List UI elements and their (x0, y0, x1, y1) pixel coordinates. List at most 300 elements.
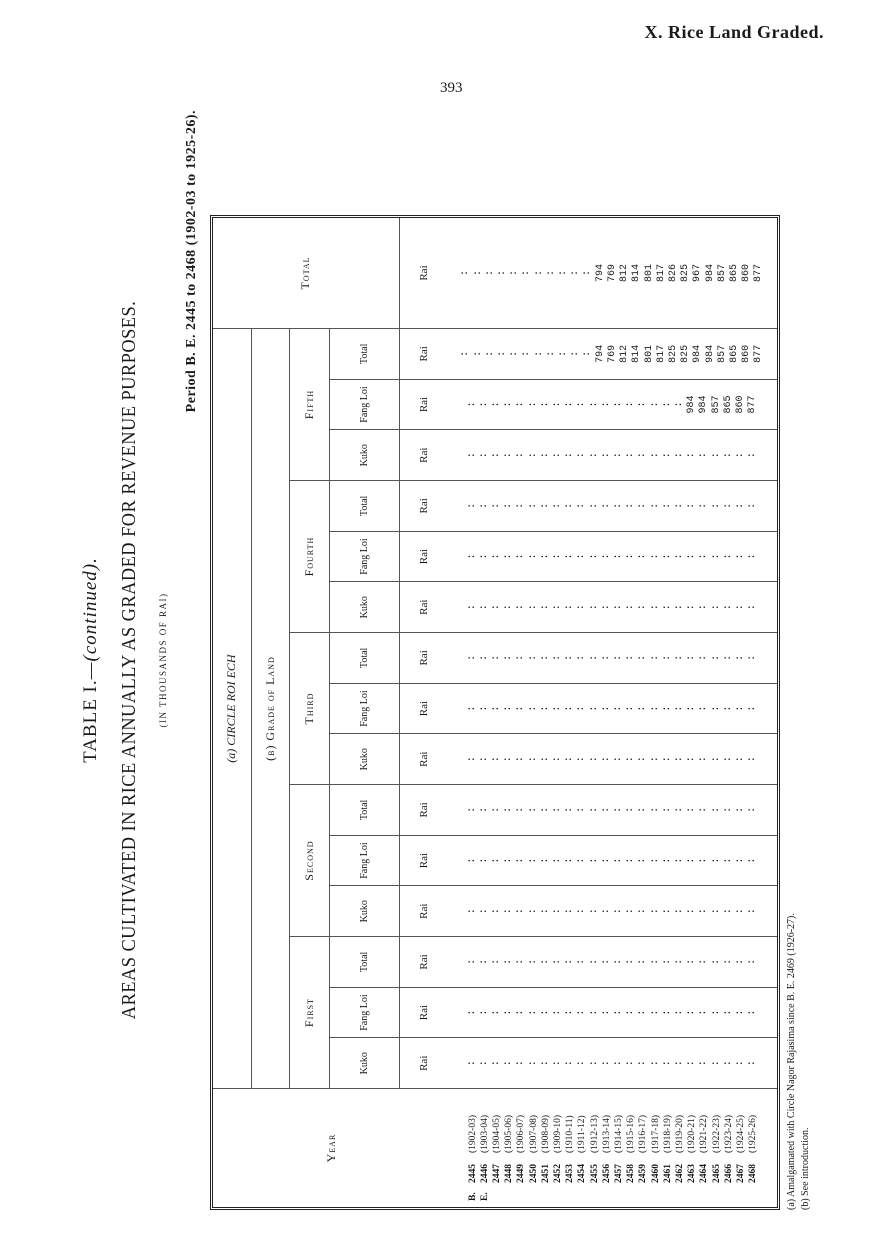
table-cell: : (490, 1009, 502, 1016)
table-cell: : (625, 654, 637, 661)
table-cell: : (564, 604, 576, 611)
table-cell: : (509, 270, 521, 277)
table-cell: 814 (631, 264, 643, 283)
data-column (449, 430, 777, 481)
circle-header: (a) CIRCLE ROI ECH (213, 329, 251, 1089)
gregorian-year: (1916-17) (638, 1115, 649, 1153)
table-cell: : (533, 350, 545, 357)
unit-label-rai: Rai (399, 835, 449, 886)
table-cell: : (551, 908, 563, 915)
table-cell: : (588, 857, 600, 864)
table-cell: : (503, 502, 515, 509)
data-column (449, 734, 777, 785)
table-cell: : (576, 654, 588, 661)
table-cell: : (661, 1009, 673, 1016)
table-cell: : (527, 452, 539, 459)
table-cell: : (698, 958, 710, 965)
table-cell: : (600, 705, 612, 712)
table-cell: 769 (606, 264, 618, 283)
gregorian-year: (1914-15) (614, 1115, 624, 1153)
table-cell: : (625, 908, 637, 915)
table-cell: : (747, 756, 759, 763)
table-cell: : (649, 1060, 661, 1067)
table-cell: : (613, 452, 624, 459)
table-cell: : (649, 857, 661, 864)
table-cell: 826 (667, 264, 679, 283)
table-cell: : (674, 756, 686, 763)
table-cell: 984 (698, 395, 710, 414)
table-cell: : (576, 806, 588, 813)
table-cell: : (747, 1060, 759, 1067)
be-year: 2452 (552, 1164, 563, 1183)
table-cell: : (515, 502, 527, 509)
data-column (449, 379, 777, 430)
table-cell: : (490, 705, 502, 712)
total-header: Total (213, 218, 399, 329)
gregorian-year: (1903-04) (479, 1115, 490, 1153)
table-cell: : (503, 553, 515, 560)
table-cell: : (625, 452, 637, 459)
year-header: Year (323, 1133, 338, 1163)
unit-label-rai: Rai (399, 734, 449, 785)
be-year: 2451 (540, 1164, 551, 1183)
gregorian-year-list (467, 1115, 760, 1153)
table-cell: : (527, 705, 539, 712)
table-cell: 984 (686, 395, 698, 414)
table-cell: 860 (735, 395, 747, 414)
table-cell: : (747, 806, 759, 813)
table-cell: : (637, 1060, 649, 1067)
table-cell: : (735, 705, 747, 712)
table-cell: : (539, 958, 551, 965)
table-cell: : (539, 654, 551, 661)
table-cell: : (539, 1060, 551, 1067)
table-cell: : (735, 1009, 747, 1016)
table-cell: : (710, 553, 722, 560)
table-cell: : (649, 502, 661, 509)
table-cell: : (588, 958, 600, 965)
table-cell: : (674, 857, 686, 864)
table-cell: : (527, 401, 539, 408)
table-cell: : (521, 270, 533, 277)
subcol-fourth-fang-loi: Fang Loi (329, 531, 399, 582)
table-cell: : (570, 270, 582, 277)
table-cell: : (503, 452, 515, 459)
table-cell: : (735, 756, 747, 763)
table-cell: : (722, 1009, 734, 1016)
table-cell: : (478, 654, 490, 661)
table-cell: : (600, 806, 612, 813)
be-year: 2446 (479, 1164, 490, 1183)
table-cell: : (515, 654, 527, 661)
be-year: 2448 (504, 1164, 515, 1183)
table-cell: : (613, 654, 624, 661)
data-column (449, 633, 777, 684)
table-cell: : (478, 604, 490, 611)
table-cell: : (674, 452, 686, 459)
gregorian-year: (1910-11) (565, 1115, 576, 1153)
subcol-fourth-kuko: Kuko (329, 582, 399, 633)
gregorian-year: (1906-07) (516, 1115, 527, 1153)
table-cell: : (637, 705, 649, 712)
table-cell: : (637, 1009, 649, 1016)
gregorian-year: (1908-09) (540, 1115, 551, 1153)
table-cell: : (686, 1060, 698, 1067)
gregorian-year: (1922-23) (711, 1115, 722, 1153)
table-cell: : (613, 958, 624, 965)
table-cell: : (490, 908, 502, 915)
subcol-first-kuko: Kuko (329, 1038, 399, 1089)
rotated-page-content (80, 110, 811, 1210)
table-cell: : (527, 756, 539, 763)
table-cell: 984 (692, 344, 704, 363)
table-cell: : (551, 1009, 563, 1016)
be-year: 2463 (687, 1164, 698, 1183)
table-cell: : (576, 857, 588, 864)
table-cell: : (576, 958, 588, 965)
table-cell: : (735, 553, 747, 560)
be-year: 2458 (626, 1164, 637, 1183)
table-cell: : (490, 1060, 502, 1067)
table-cell: : (497, 270, 509, 277)
table-cell: : (649, 705, 661, 712)
grade-fifth-header: Fifth (289, 329, 329, 481)
table-cell: : (521, 350, 533, 357)
table-cell: : (710, 908, 722, 915)
data-column (449, 531, 777, 582)
table-cell: : (478, 553, 490, 560)
grade-first-header: First (289, 937, 329, 1089)
table-cell: : (576, 756, 588, 763)
table-cell: : (674, 502, 686, 509)
table-cell: : (545, 270, 557, 277)
table-cell: : (576, 401, 588, 408)
be-year: 2466 (723, 1164, 734, 1183)
gregorian-year: (1907-08) (528, 1115, 539, 1153)
table-cell: : (625, 604, 637, 611)
grade-fourth-header: Fourth (289, 481, 329, 633)
table-cell: : (490, 553, 502, 560)
table-cell: : (503, 908, 515, 915)
table-cell: : (625, 553, 637, 560)
table-cell: : (478, 806, 490, 813)
table-cell: : (637, 958, 649, 965)
table-cell: : (539, 857, 551, 864)
running-header: X. Rice Land Graded. (644, 22, 824, 42)
table-cell: : (674, 604, 686, 611)
table-cell: : (588, 401, 600, 408)
table-cell: : (539, 452, 551, 459)
table-cell: : (735, 604, 747, 611)
data-column (449, 1038, 777, 1089)
subcol-third-total: Total (329, 633, 399, 684)
table-cell: : (564, 857, 576, 864)
be-year: 2450 (528, 1164, 539, 1183)
table-cell: : (588, 604, 600, 611)
be-year: 2465 (711, 1164, 722, 1183)
table-cell: : (515, 756, 527, 763)
table-cell: : (551, 654, 563, 661)
table-cell: : (747, 452, 759, 459)
table-cell: : (698, 705, 710, 712)
table-cell: : (539, 502, 551, 509)
be-year: 2456 (601, 1164, 612, 1183)
footnote-a: (a) Amalgamated with Circle Nagor Rajasima since B. E. 2469 (1926-27). (786, 913, 797, 1210)
table-cell: : (613, 806, 624, 813)
table-cell: : (613, 857, 624, 864)
gregorian-year: (1919-20) (675, 1115, 686, 1153)
table-cell: : (698, 604, 710, 611)
table-cell: : (661, 502, 673, 509)
table-cell: : (515, 857, 527, 864)
data-column (449, 218, 777, 329)
table-cell: : (588, 756, 600, 763)
unit-label-rai: Rai (399, 430, 449, 481)
table-cell: : (686, 857, 698, 864)
table-cell: : (515, 705, 527, 712)
table-cell: : (674, 654, 686, 661)
table-cell: : (674, 958, 686, 965)
table-cell: : (478, 401, 490, 408)
table-number-suffix: —(continued). (80, 557, 101, 680)
subcol-second-total: Total (329, 785, 399, 836)
table-cell: 865 (722, 395, 734, 414)
grade-header: (b) Grade of Land (251, 329, 289, 1089)
table-cell: : (698, 452, 710, 459)
be-label: B. E. (467, 1192, 490, 1201)
table-cell: : (722, 806, 734, 813)
table-cell: : (551, 1060, 563, 1067)
gregorian-year: (1924-25) (736, 1115, 747, 1153)
table-cell: : (460, 350, 472, 357)
table-cell: : (466, 654, 478, 661)
table-cell: : (588, 452, 600, 459)
table-cell: : (625, 857, 637, 864)
subcol-fourth-total: Total (329, 481, 399, 532)
be-year: 2454 (577, 1164, 588, 1183)
footnote-b: (b) See introduction. (800, 1127, 811, 1210)
table-cell: : (698, 908, 710, 915)
table-cell: : (600, 401, 612, 408)
units-note: (IN THOUSANDS OF RAI) (158, 592, 168, 728)
table-cell: : (551, 452, 563, 459)
subcol-fifth-total: Total (329, 329, 399, 380)
unit-label-rai: Rai (399, 1038, 449, 1089)
table-cell: : (649, 452, 661, 459)
table-cell: : (576, 502, 588, 509)
grade-second-header: Second (289, 785, 329, 937)
table-cell: 769 (606, 344, 618, 363)
table-cell: : (698, 654, 710, 661)
table-cell: : (490, 857, 502, 864)
table-cell: : (588, 1009, 600, 1016)
unit-label-rai: Rai (399, 329, 449, 380)
table-cell: : (661, 654, 673, 661)
table-cell: : (600, 1009, 612, 1016)
footnotes (785, 913, 813, 1210)
table-number (80, 110, 102, 1210)
table-cell: : (600, 756, 612, 763)
table-cell: 817 (655, 264, 667, 283)
table-cell: : (600, 604, 612, 611)
table-cell: : (613, 908, 624, 915)
gregorian-year: (1915-16) (626, 1115, 637, 1153)
be-year: 2467 (736, 1164, 747, 1183)
table-cell: : (698, 806, 710, 813)
table-cell: : (478, 1060, 490, 1067)
table-cell: : (722, 1060, 734, 1067)
table-cell: 877 (753, 344, 765, 363)
table-title: AREAS CULTIVATED IN RICE ANNUALLY AS GRADED FOR REVENUE PURPOSES. (118, 300, 140, 1020)
table-cell: : (674, 705, 686, 712)
table-cell: : (551, 604, 563, 611)
table-cell: : (735, 958, 747, 965)
table-cell: : (613, 1060, 624, 1067)
table-cell: : (503, 401, 515, 408)
table-cell: 812 (619, 264, 631, 283)
table-cell: : (637, 654, 649, 661)
table-cell: : (710, 654, 722, 661)
table-cell: : (551, 502, 563, 509)
table-cell: : (674, 553, 686, 560)
table-cell: : (613, 401, 624, 408)
unit-label-rai: Rai (399, 633, 449, 684)
table-cell: : (686, 654, 698, 661)
table-cell: : (576, 604, 588, 611)
table-cell: : (686, 806, 698, 813)
table-cell: : (527, 654, 539, 661)
table-cell: : (484, 350, 496, 357)
subcol-second-fang-loi: Fang Loi (329, 835, 399, 886)
table-cell: : (460, 270, 472, 277)
table-cell: : (686, 908, 698, 915)
subcol-third-kuko: Kuko (329, 734, 399, 785)
gregorian-year: (1913-14) (601, 1115, 612, 1153)
be-year: 2461 (662, 1164, 673, 1183)
year-column (449, 1089, 777, 1207)
table-cell: : (710, 502, 722, 509)
table-cell: : (698, 756, 710, 763)
table-cell: : (515, 553, 527, 560)
table-cell: : (490, 756, 502, 763)
table-cell: : (503, 1060, 515, 1067)
table-cell: : (698, 857, 710, 864)
table-number-prefix: TABLE I. (80, 679, 101, 763)
table-cell: : (722, 908, 734, 915)
table-cell: : (527, 604, 539, 611)
table-cell: : (588, 502, 600, 509)
table-cell: : (515, 908, 527, 915)
table-cell: : (686, 958, 698, 965)
table-cell: : (503, 958, 515, 965)
table-cell: : (527, 958, 539, 965)
table-cell: 967 (692, 264, 704, 283)
table-cell: : (649, 553, 661, 560)
table-cell: : (710, 705, 722, 712)
be-year: 2460 (650, 1164, 661, 1183)
table-cell: : (466, 908, 478, 915)
table-cell: : (478, 1009, 490, 1016)
table-cell: : (661, 857, 673, 864)
table-cell: : (686, 553, 698, 560)
table-cell: : (613, 756, 624, 763)
table-cell: : (497, 350, 509, 357)
table-cell: : (710, 756, 722, 763)
table-cell: 984 (704, 264, 716, 283)
table-cell: : (466, 756, 478, 763)
table-cell: : (466, 401, 478, 408)
table-cell: : (686, 502, 698, 509)
table-cell: : (588, 553, 600, 560)
table-cell: 877 (753, 264, 765, 283)
table-cell: : (600, 553, 612, 560)
table-cell: : (472, 350, 484, 357)
subcol-first-total: Total (329, 937, 399, 988)
gregorian-year: (1923-24) (723, 1115, 734, 1153)
table-cell: : (551, 958, 563, 965)
table-cell: : (539, 806, 551, 813)
table-cell: : (625, 1060, 637, 1067)
table-cell: : (478, 958, 490, 965)
table-cell: 860 (741, 264, 753, 283)
table-cell: : (735, 502, 747, 509)
table-cell: : (582, 270, 594, 277)
table-cell: : (649, 654, 661, 661)
table-cell: : (710, 452, 722, 459)
gregorian-year: (1902-03) (467, 1115, 478, 1153)
table-cell: : (735, 452, 747, 459)
table-cell: : (698, 502, 710, 509)
table-cell: : (466, 1060, 478, 1067)
be-year: 2462 (675, 1164, 686, 1183)
table-cell: : (527, 1060, 539, 1067)
table-cell: : (503, 1009, 515, 1016)
table-cell: : (698, 1009, 710, 1016)
table-cell: : (637, 604, 649, 611)
table-cell: : (661, 908, 673, 915)
table-cell: : (478, 857, 490, 864)
subcol-second-kuko: Kuko (329, 886, 399, 937)
table-cell: : (674, 1060, 686, 1067)
table-cell: : (600, 654, 612, 661)
table-cell: : (515, 401, 527, 408)
table-cell: : (545, 350, 557, 357)
table-cell: 825 (667, 344, 679, 363)
table-cell: : (735, 1060, 747, 1067)
table-cell: : (503, 654, 515, 661)
unit-label-rai: Rai (399, 218, 449, 329)
table-cell: : (722, 705, 734, 712)
table-cell: : (661, 401, 673, 408)
table-cell: 801 (643, 264, 655, 283)
table-cell: 857 (716, 344, 728, 363)
table-cell: 794 (594, 344, 606, 363)
table-cell: : (600, 908, 612, 915)
unit-label-rai: Rai (399, 937, 449, 988)
data-column (449, 987, 777, 1038)
table-cell: : (564, 553, 576, 560)
table-cell: 814 (631, 344, 643, 363)
table-cell: : (503, 806, 515, 813)
data-column (449, 835, 777, 886)
table-cell: : (600, 502, 612, 509)
table-cell: : (649, 756, 661, 763)
table-cell: : (625, 958, 637, 965)
table-cell: : (564, 806, 576, 813)
table-cell: : (637, 452, 649, 459)
table-cell: : (576, 705, 588, 712)
table-cell: : (539, 401, 551, 408)
